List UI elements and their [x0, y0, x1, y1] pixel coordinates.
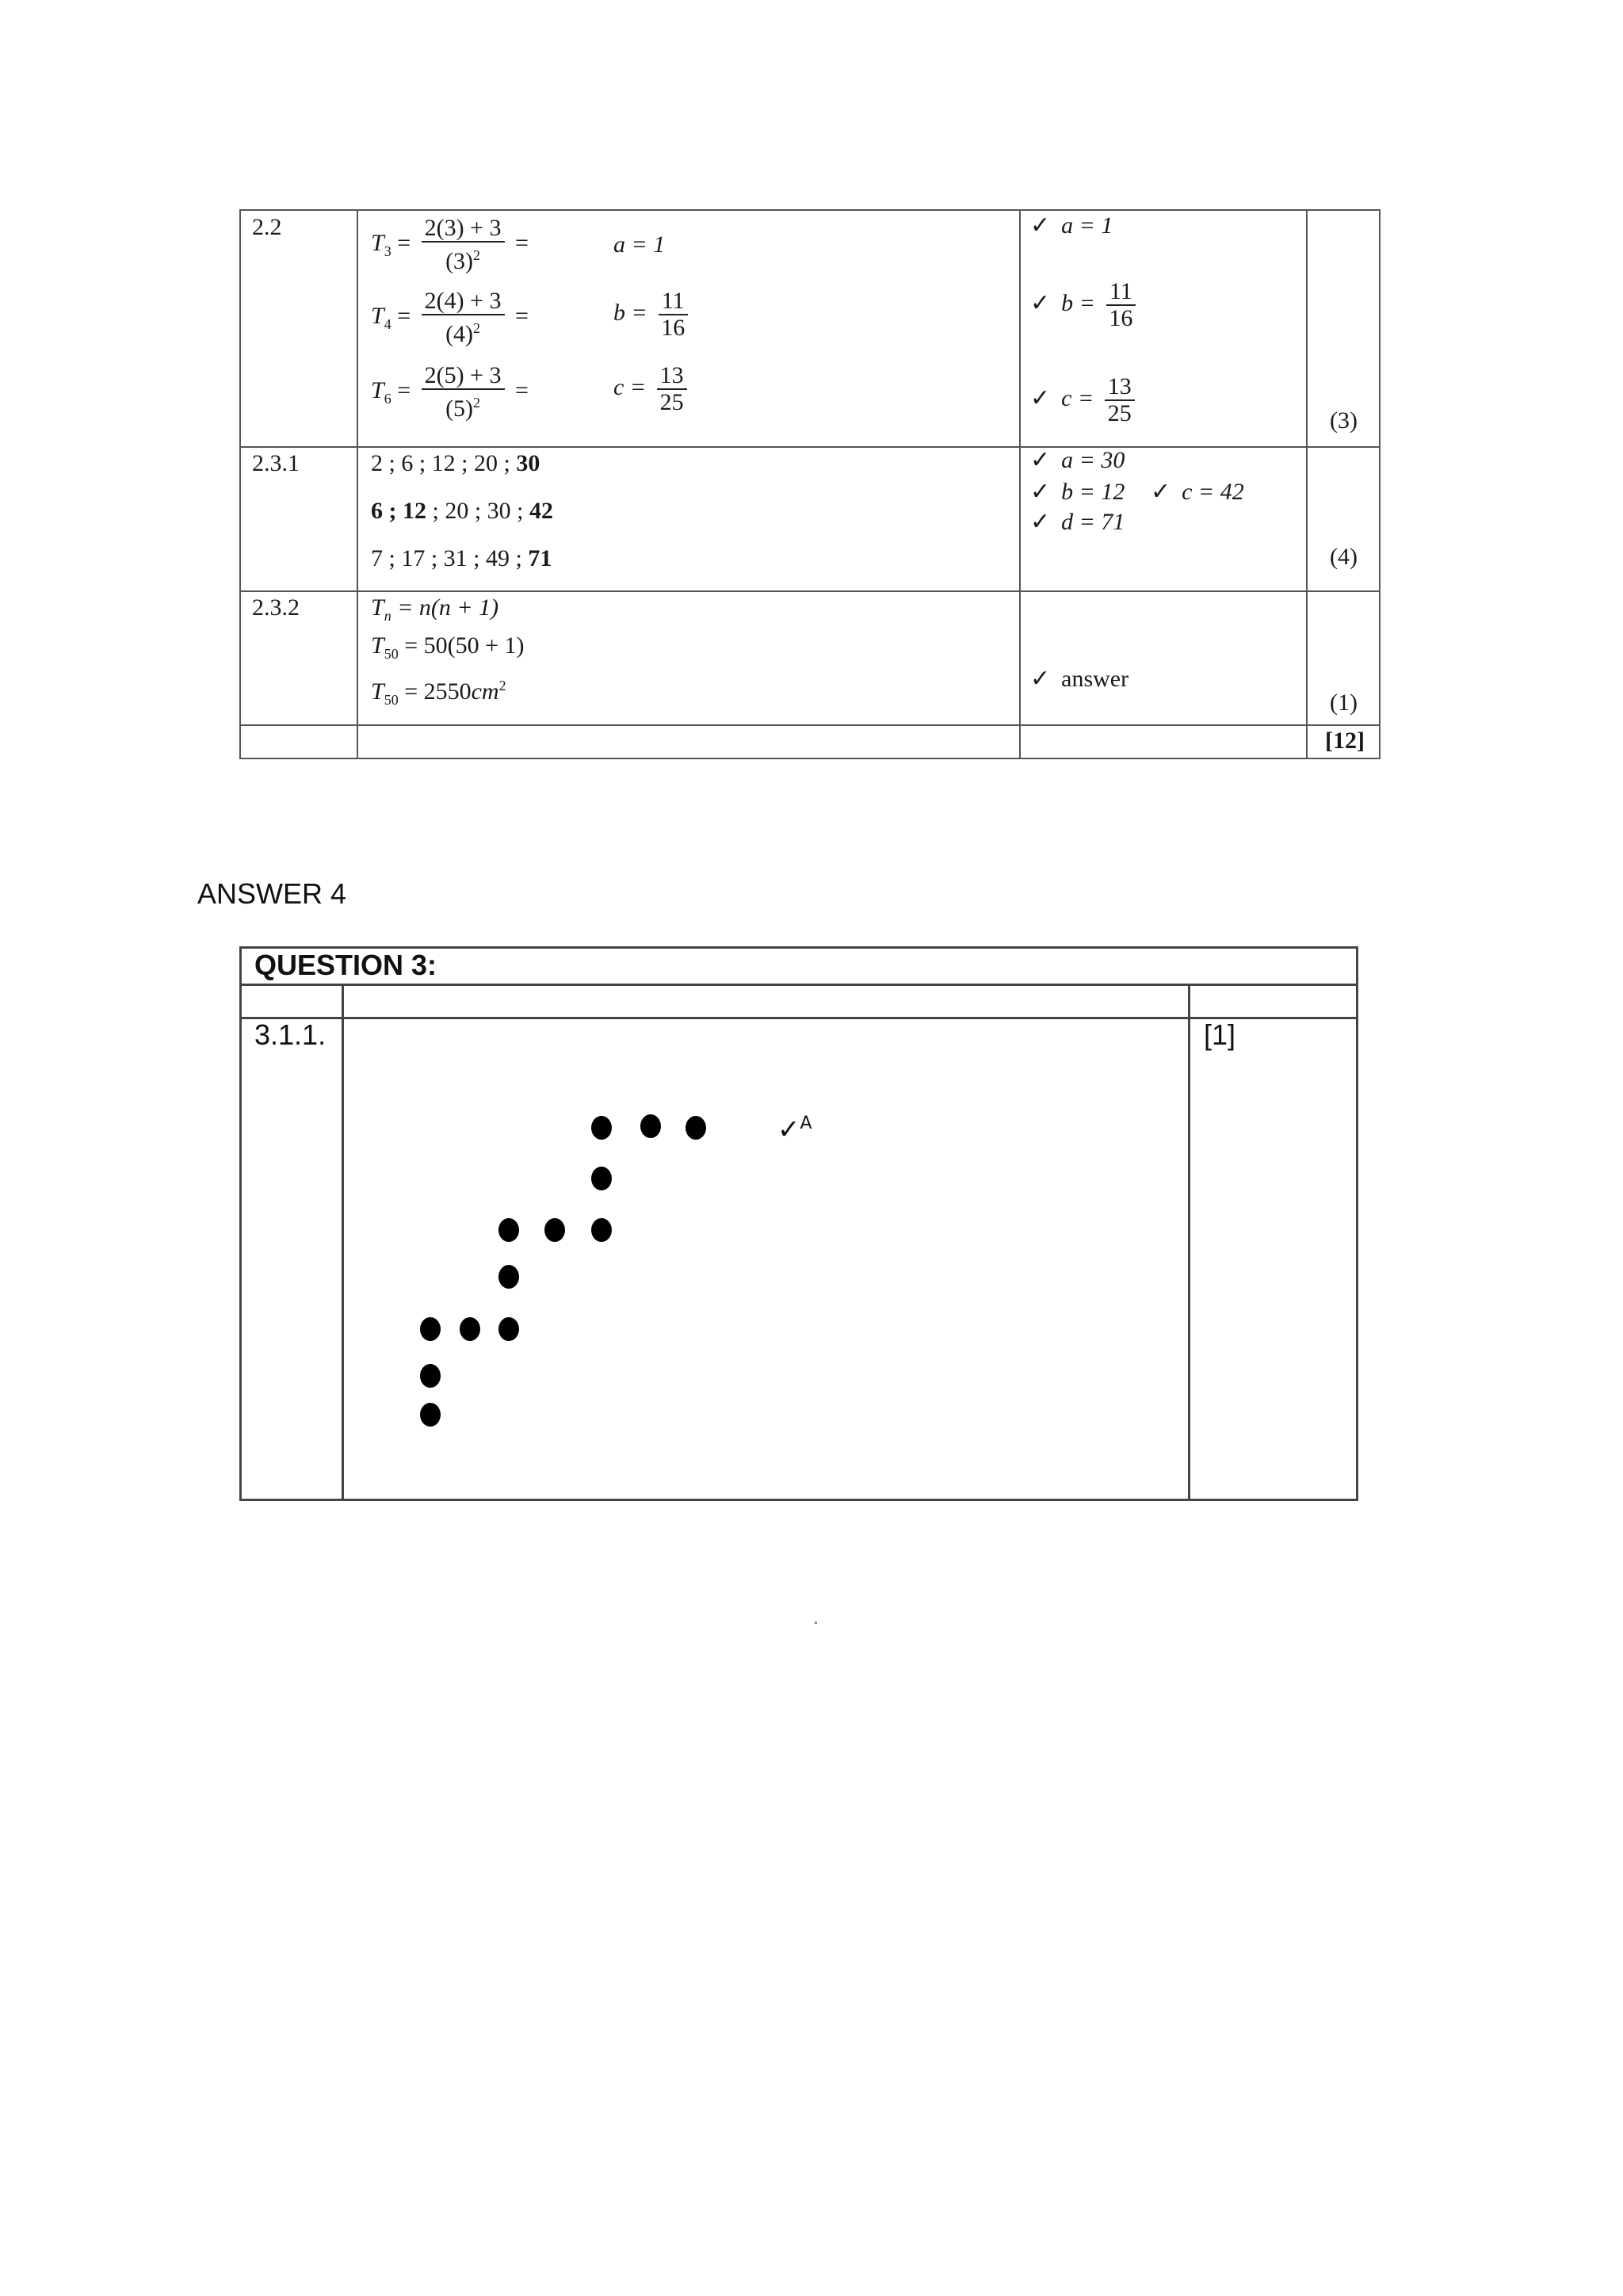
mark-c: ✓ c = 42	[1151, 478, 1244, 506]
pattern-dot	[460, 1317, 480, 1341]
sequence-2: 6 ; 12 ; 20 ; 30 ; 42	[371, 498, 554, 524]
check-icon: ✓	[1151, 478, 1171, 506]
pattern-dot	[591, 1218, 612, 1242]
pattern-dot	[498, 1265, 519, 1289]
column-divider	[342, 984, 344, 1499]
pattern-dot	[685, 1116, 706, 1140]
check-icon: ✓	[1030, 212, 1051, 239]
question-3-table	[239, 946, 1358, 1501]
grand-total: [12]	[1325, 728, 1365, 754]
mark-a: ✓ a = 1	[1030, 212, 1113, 239]
formula-t4: $T_4$ = $\frac{2(4) + 3}{(4)^2}$ =	[371, 288, 529, 347]
pattern-dot	[544, 1218, 565, 1242]
memo-table	[239, 209, 1381, 759]
formula-t50: $T_{50} = 50(50 + 1)$	[371, 632, 525, 662]
scan-speck	[815, 1622, 817, 1624]
question-number: 3.1.1.	[254, 1018, 327, 1051]
answer-heading: ANSWER 4	[197, 877, 347, 910]
pattern-dot	[591, 1116, 612, 1140]
column-divider	[357, 211, 358, 758]
marks-total: (1)	[1330, 690, 1358, 716]
sequence-3: 7 ; 17 ; 31 ; 49 ; 71	[371, 545, 552, 571]
formula-t6: $T_6$ = $\frac{2(5) + 3}{(5)^2}$ =	[371, 362, 529, 422]
question-number: 2.3.1	[252, 450, 300, 476]
row-divider	[241, 724, 1379, 726]
value-c: c = $\frac{13}{25}$	[613, 363, 692, 415]
pattern-dot	[420, 1403, 441, 1427]
pattern-dot	[640, 1114, 661, 1138]
column-divider	[1306, 211, 1308, 758]
check-icon: ✓	[1030, 478, 1051, 506]
check-icon: ✓	[777, 1114, 800, 1146]
pattern-dot	[498, 1317, 519, 1341]
value-b: b = $\frac{11}{16}$	[613, 288, 693, 341]
pattern-dot	[420, 1317, 441, 1341]
check-icon: ✓	[1030, 665, 1051, 693]
column-divider	[1019, 211, 1021, 758]
pattern-dot	[498, 1218, 519, 1242]
mark-answer: ✓ answer	[1030, 665, 1129, 693]
marks-total: (3)	[1330, 407, 1358, 434]
pattern-dot	[420, 1364, 441, 1388]
check-icon: ✓	[1030, 508, 1051, 536]
question-number: 2.2	[252, 214, 282, 240]
mark-d: ✓ d = 71	[1030, 508, 1125, 536]
row-divider	[241, 446, 1379, 448]
question-title: QUESTION 3:	[254, 949, 437, 981]
row-divider	[241, 590, 1379, 592]
mark-a: ✓ a = 30	[1030, 446, 1125, 474]
mark-b: ✓ b = 12	[1030, 478, 1125, 506]
check-icon: ✓	[1030, 288, 1051, 317]
formula-general-term: $T_n = n(n + 1)$	[371, 594, 499, 624]
formula-t50-result: $T_{50} = 2550cm^2$	[371, 678, 506, 708]
pattern-dot	[591, 1167, 612, 1190]
mark-b: ✓ b = $\frac{11}{16}$	[1030, 279, 1140, 331]
formula-t3: $T_3$ = $\frac{2(3) + 3}{(3)^2}$ =	[371, 215, 529, 274]
check-icon: ✓	[1030, 446, 1051, 474]
value-a: a = 1	[613, 231, 666, 258]
sequence-1: 2 ; 6 ; 12 ; 20 ; 30	[371, 450, 540, 476]
question-marks: [1]	[1204, 1018, 1236, 1051]
check-icon: ✓	[1030, 384, 1051, 412]
marks-total: (4)	[1330, 544, 1358, 570]
question-number: 2.3.2	[252, 594, 300, 621]
column-divider	[1188, 984, 1190, 1499]
mark-c: ✓ c = $\frac{13}{25}$	[1030, 374, 1140, 426]
check-mark: ✓$^A$	[777, 1114, 812, 1146]
